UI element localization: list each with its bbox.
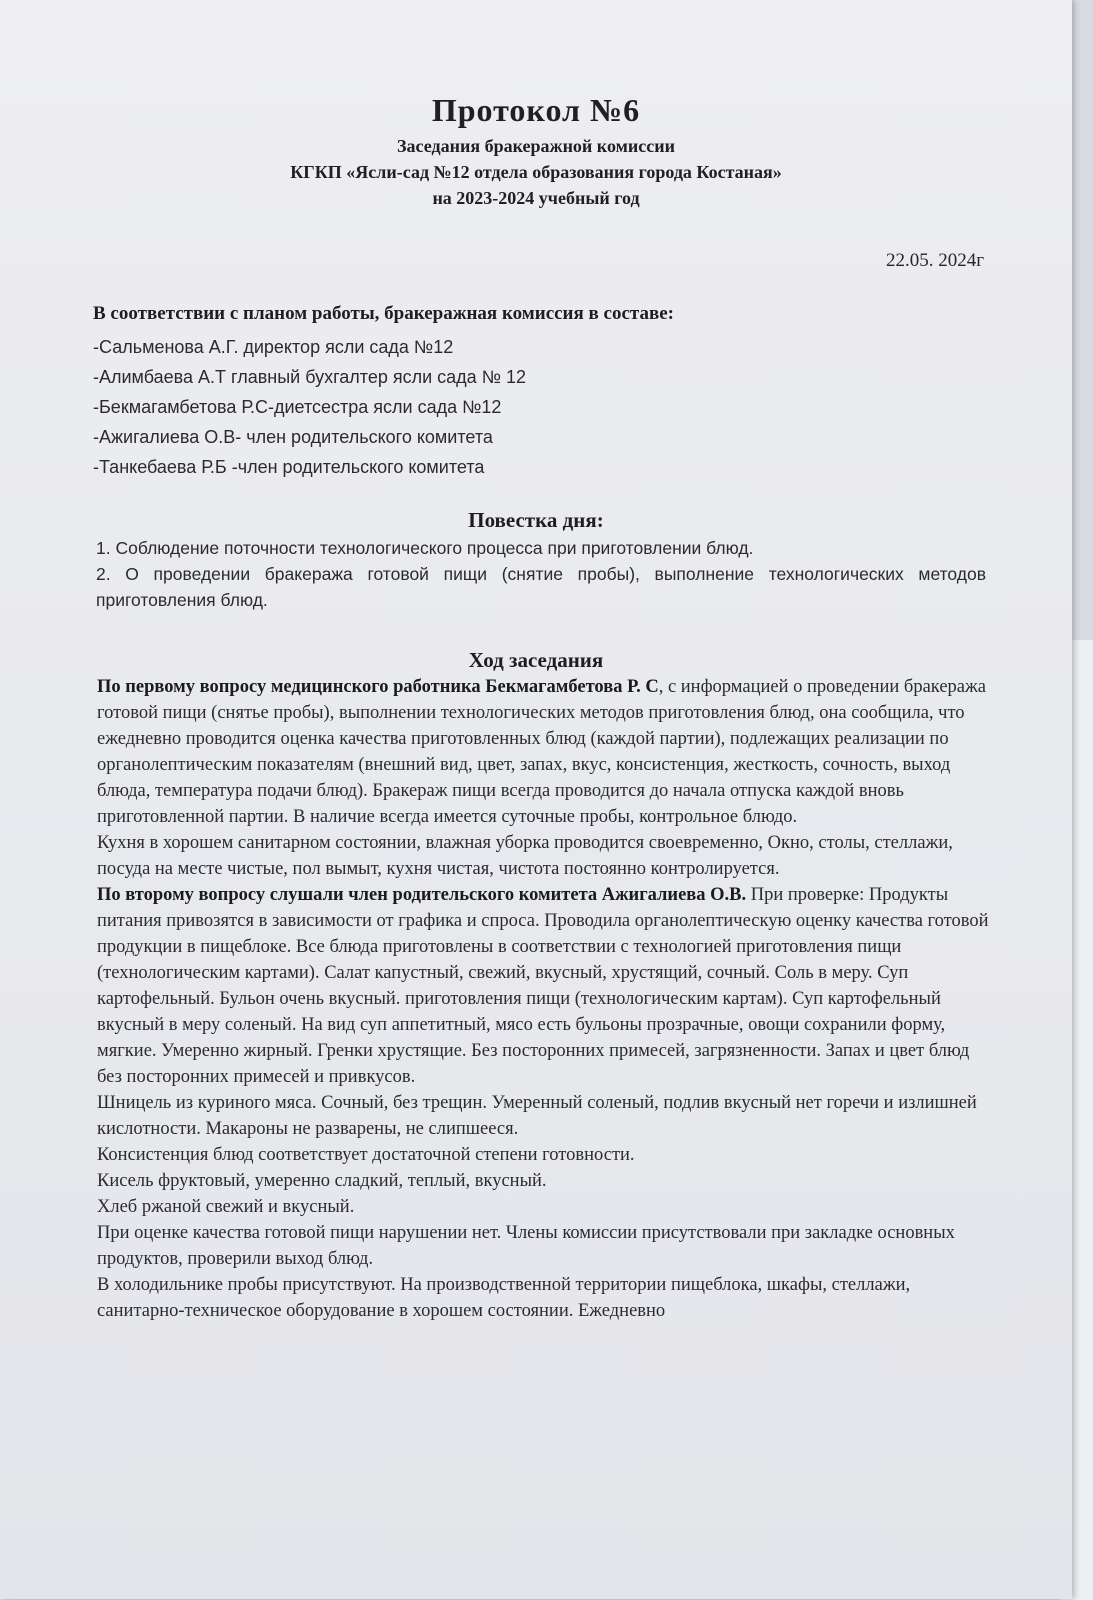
agenda-heading: Повестка дня: — [468, 508, 604, 532]
first-question-lead: По первому вопросу медицинского работника Бекмагамбетова Р. С — [97, 677, 659, 697]
session-body — [97, 674, 989, 1324]
subtitle-line-1: Заседания бракеражной комиссии — [397, 136, 675, 156]
agenda-item-2: 2. О проведении бракеража готовой пищи (снятие пробы), выполнение технологических методов приготовления блюд. — [96, 564, 986, 610]
member-item: -Танкебаева Р.Б -член родительского комитета — [93, 457, 485, 477]
member-item: -Ажигалиева О.В- член родительского комитета — [93, 427, 493, 447]
second-question-text: При проверке: Продукты питания привозятся в зависимости от графика и спроса. Проводила органолептическую оценку качества готовой продукции в пищеблоке. Все блюда приготовлены в соответствии с технологией приготовления пищи (технологическим картами). Салат капустный, свежий, вкусный, хрустящий, сочный. Соль в меру. Суп картофельный. Бульон очень вкусный. приготовления пищи (технологическим картам). Суп картофельный вкусный в меру соленый. На вид суп аппетитный, мясо есть бульоны прозрачные, овощи сохранили форму, мягкие. Умеренно жирный. Гренки хрустящие. Без посторонних примесей, загрязненности. Запах и цвет блюд без посторонних примесей и привкусов. — [97, 885, 989, 1087]
first-question-text: , с информацией о проведении бракеража готовой пищи (снятье пробы), выполнении технологических методов приготовления блюд, она сообщила, что ежедневно проводится оценка качества приготовленных блюд (каждой партии), подлежащих реализации по органолептическим показателям (внешний вид, цвет, запах, вкус, консистенция, жесткость, сочность, выход блюда, температура подачи блюд). Бракераж пищи всегда проводится до начала отпуска каждой вновь приготовленной партии. В наличие всегда имеется суточные пробы, контрольное блюдо. — [97, 677, 986, 827]
paragraph-kissel: Кисель фруктовый, умеренно сладкий, теплый, вкусный. — [97, 1171, 547, 1191]
paragraph-bread: Хлеб ржаной свежий и вкусный. — [97, 1197, 355, 1217]
member-item: -Сальменова А.Г. директор ясли сада №12 — [93, 337, 454, 357]
member-list — [93, 332, 526, 482]
paragraph-fridge: В холодильнике пробы присутствуют. На производственной территории пищеблока, шкафы, стеллажи, санитарно-техническое оборудование в хорошем состоянии. Ежедневно — [97, 1275, 911, 1321]
agenda-item-1: 1. Соблюдение поточности технологического процесса при приготовлении блюд. — [96, 538, 754, 558]
paragraph-first-question — [97, 674, 989, 830]
subtitle-line-2: КГКП «Ясли-сад №12 отдела образования города Костаная» — [290, 162, 782, 182]
session-heading: Ход заседания — [468, 648, 604, 672]
paragraph-assessment: При оценке качества готовой пищи нарушении нет. Члены комиссии присутствовали при закладке основных продуктов, проверили выход блюд. — [97, 1223, 955, 1269]
document-date: 22.05. 2024г — [885, 250, 984, 271]
paragraph-schnitzel: Шницель из куриного мяса. Сочный, без трещин. Умеренный соленый, подлив вкусный нет горечи и излишней кислотности. Макароны не разварены, не слипшееся. — [97, 1093, 977, 1139]
paragraph-kitchen: Кухня в хорошем санитарном состоянии, влажная уборка проводится своевременно, Окно, столы, стеллажи, посуда на месте чистые, пол вымыт, кухня чистая, чистота постоянно контролируется. — [97, 833, 953, 879]
document-title: Протокол №6 — [431, 92, 641, 128]
paragraph-consistency: Консистенция блюд соответствует достаточной степени готовности. — [97, 1145, 635, 1165]
commission-intro: В соответствии с планом работы, бракеражная комиссия в составе: — [93, 303, 674, 324]
member-item: -Бекмагамбетова Р.С-диетсестра ясли сада №12 — [93, 397, 502, 417]
paragraph-second-question — [97, 882, 989, 1090]
member-item: -Алимбаева А.Т главный бухгалтер ясли сада № 12 — [93, 367, 527, 387]
subtitle-line-3: на 2023-2024 учебный год — [432, 188, 640, 208]
second-question-lead: По второму вопросу слушали член родительского комитета Ажигалиева О.В. — [97, 885, 747, 905]
